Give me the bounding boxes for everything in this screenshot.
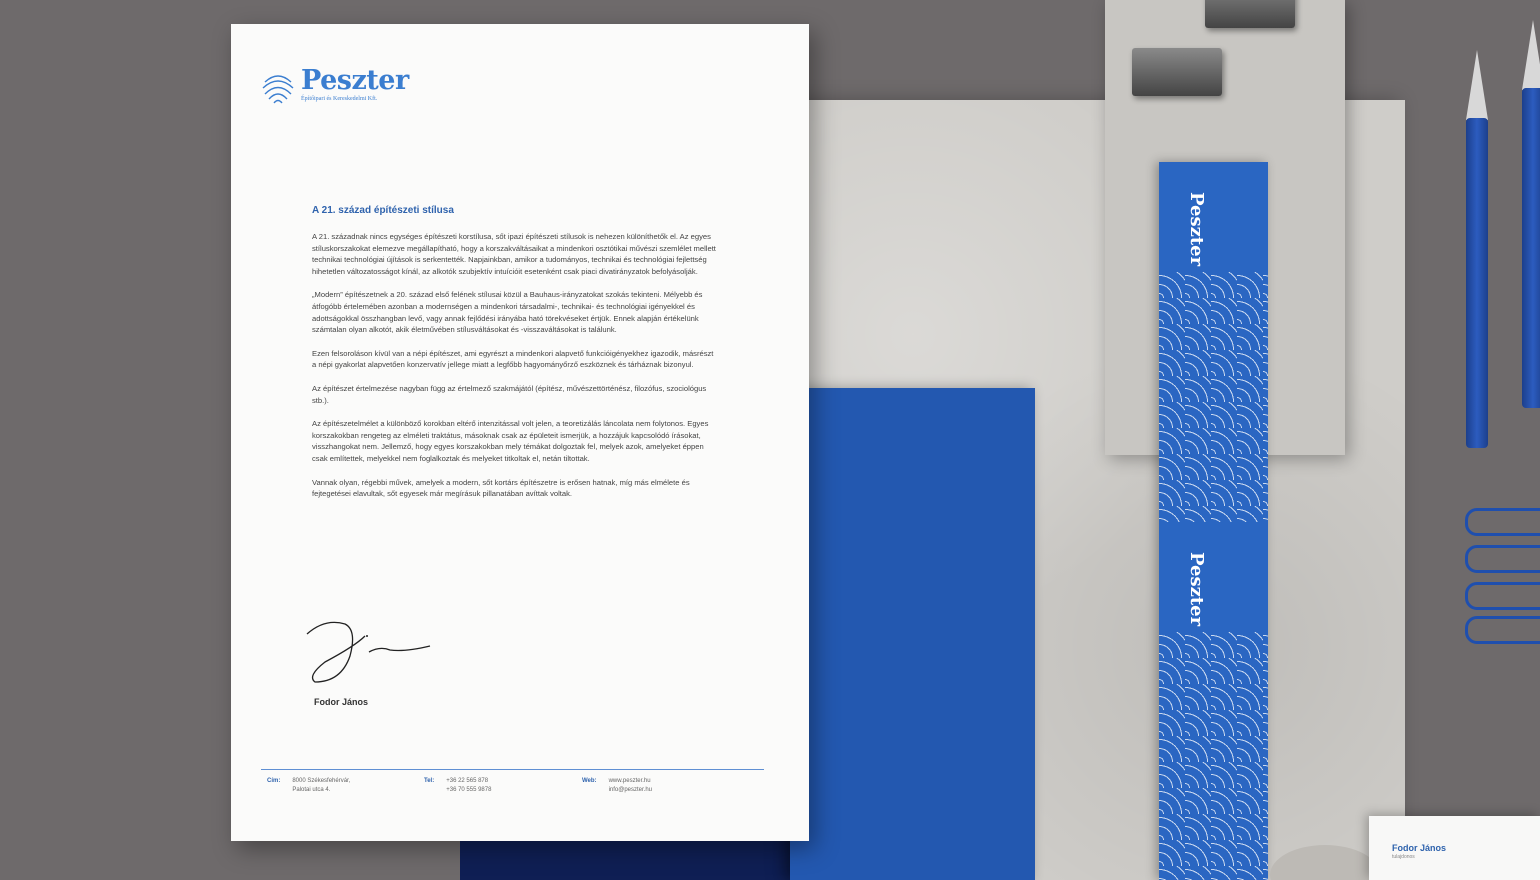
strip-header (1159, 162, 1268, 272)
wave-pattern (1159, 632, 1268, 880)
paper-clip-icon (1465, 616, 1540, 644)
footer-web (582, 777, 652, 794)
email: info@peszter.hu (608, 786, 653, 793)
address-label: Cím: (267, 778, 281, 784)
strip-brand-name: Peszter (1186, 552, 1207, 627)
handwritten-signature (305, 616, 435, 686)
card-name: Fodor János (1392, 843, 1447, 853)
web-label: Web: (582, 778, 597, 784)
paper-clip-icon (1465, 545, 1540, 573)
address-line: Palotai utca 4. (292, 786, 331, 793)
letter-paragraph: Ezen felsoroláson kívül van a népi építészet, ami egyrészt a mindenkori alapvető funkcióigényekhez igazodik, másrészt a népi gyakorlat alapvetően konzervatív jellege miatt a legfőbb hagyományőrző eszköznek és tárháznak bizonyul. (312, 348, 714, 370)
phone-lines (446, 777, 491, 794)
craft-knife-icon (1466, 118, 1488, 448)
letter-paragraph: Az építészetelmélet a különböző korokban eltérő intenzitással volt jelen, a teoretizálás láncolata nem folytonos. Egyes korszakokban rengeteg az elméleti traktátus, másoknak csak az épületeit ismerjük, a hozzájuk kapcsolódó írásokat, visszhangokat nem. Jellemző, hogy egyes korszakokban mely témákat dolgoztak fel, melyek azok, amelyeket éppen csak említettek, melyekkel nem foglalkoztak és melyeket titkoltak el, netán tiltottak. (312, 419, 709, 463)
binder-clip-icon (1132, 48, 1222, 96)
letter-paragraph: Vannak olyan, régebbi művek, amelyek a modern, sőt kortárs építészetre is erősen hatnak, míg más elmélete és fejtegetései elavultak, sőt egyesek már megírásuk pillanatában avíttak voltak. (312, 477, 690, 499)
letter-paragraph: A 21. századnak nincs egységes építészeti korstílusa, sőt ipazi építészeti stílusok is nehezen különíthetők el. Az egyes stíluskorszakokat elemezve megállapítható, hogy a korszakváltásaikat a mindenkori osztótikai művészi szemlélet mellett technikai technológiai újítások is serkentették. Napjainkban, amikor a tudományos, technikai és technológiai fejlettség hihetetlen változatosságot kínál, az alkotók szubjektív intuícióit esetenként csak piaci divatirányzatok befolyásolják. (312, 232, 716, 276)
footer-divider (261, 769, 764, 770)
brand-logo (261, 65, 409, 106)
strip-header (1159, 522, 1268, 632)
knife-blade-icon (1466, 50, 1488, 120)
phone-number: +36 22 565 878 (446, 778, 489, 784)
paper-clip-icon (1465, 582, 1540, 610)
navy-envelope (460, 840, 800, 880)
letter-title: A 21. század építészeti stílusa (312, 205, 454, 216)
card-role: tulajdonos (1392, 854, 1415, 860)
phone-number: +36 70 555 9878 (446, 786, 492, 793)
phone-label: Tel: (424, 778, 435, 784)
branded-strip (1159, 162, 1268, 880)
letter-body (312, 231, 717, 512)
address-line: 8000 Székesfehérvár, (292, 778, 351, 784)
binder-clip-icon (1205, 0, 1295, 28)
website: www.peszter.hu (608, 778, 651, 784)
knife-blade-icon (1522, 20, 1540, 90)
letterhead-page (231, 24, 809, 841)
wave-pattern (1159, 272, 1268, 522)
brand-tagline: Építőipari és Kereskedelmi Kft. (301, 96, 378, 102)
letter-paragraph: „Modern” építészetnek a 20. század első felének stílusai közül a Bauhaus-irányzatokat szokás tekinteni. Mélyebb és átfogóbb értelemében azonban a modernségen a mindenkori társadalmi-, technikai- és technológiai igényekkel és adottságokkal összhangban levő, vagy annak fejlődési irányába ható törekvéseket értjük. Ennek alapján értékelünk számtalan olyan alkotót, akik életművében stílusváltásokat és -visszaváltásokat is találunk. (312, 290, 703, 335)
footer-phone (424, 777, 491, 794)
address-lines (292, 777, 350, 794)
signer-name: Fodor János (314, 697, 369, 707)
letter-paragraph: Az építészet értelmezése nagyban függ az értelmező szakmájától (építész, művészettörténész, filozófus, szociológus stb.). (312, 383, 707, 405)
footer-address (267, 777, 350, 794)
shell-logo-icon (261, 68, 295, 106)
brand-name: Peszter (301, 65, 409, 96)
strip-brand-name: Peszter (1186, 192, 1207, 267)
web-lines (609, 777, 652, 794)
business-card (1369, 816, 1540, 880)
blue-folder (790, 388, 1035, 880)
craft-knife-icon (1522, 88, 1540, 408)
paper-clip-icon (1465, 508, 1540, 536)
